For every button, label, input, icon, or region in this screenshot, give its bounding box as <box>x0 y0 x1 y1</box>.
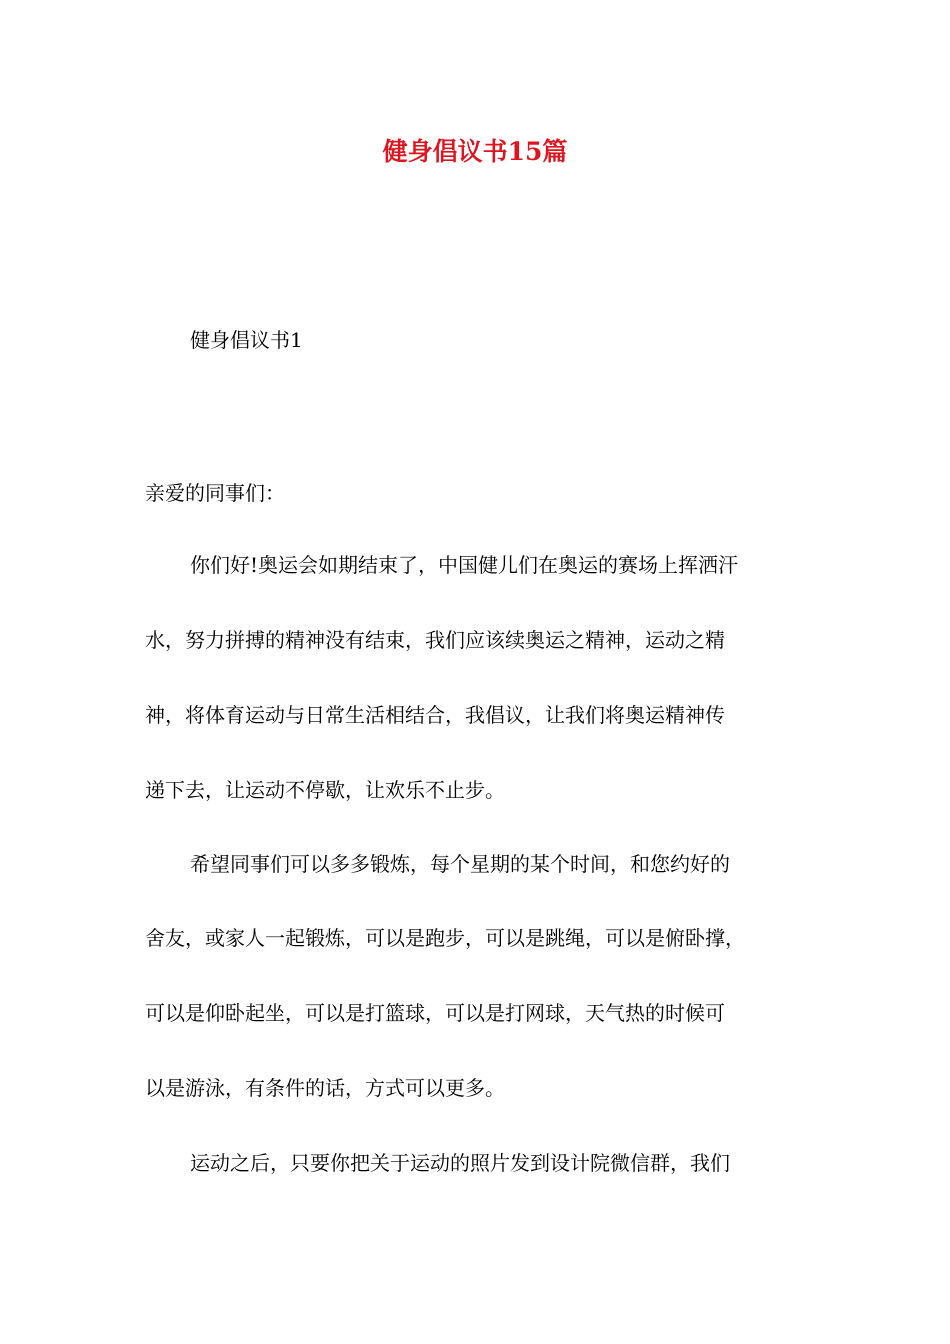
paragraph-line: 水，努力拼搏的精神没有结束，我们应该续奥运之精神，运动之精 <box>145 628 725 652</box>
paragraph-line: 以是游泳，有条件的话，方式可以更多。 <box>145 1076 505 1100</box>
paragraph-line: 舍友，或家人一起锻炼，可以是跑步，可以是跳绳，可以是俯卧撑， <box>145 926 745 950</box>
paragraph-line: 你们好!奥运会如期结束了，中国健儿们在奥运的赛场上挥洒汗 <box>190 553 739 577</box>
paragraph-line: 希望同事们可以多多锻炼，每个星期的某个时间，和您约好的 <box>190 852 730 876</box>
document-title: 健身倡议书15篇 <box>382 137 568 166</box>
paragraph-line: 运动之后，只要你把关于运动的照片发到设计院微信群，我们 <box>190 1151 730 1175</box>
salutation: 亲爱的同事们： <box>145 481 285 505</box>
paragraph-line: 神，将体育运动与日常生活相结合，我倡议，让我们将奥运精神传 <box>145 703 725 727</box>
paragraph-line: 可以是仰卧起坐，可以是打篮球，可以是打网球，天气热的时候可 <box>145 1001 725 1025</box>
section-heading: 健身倡议书1 <box>190 328 303 352</box>
paragraph-line: 递下去，让运动不停歇，让欢乐不止步。 <box>145 778 505 802</box>
